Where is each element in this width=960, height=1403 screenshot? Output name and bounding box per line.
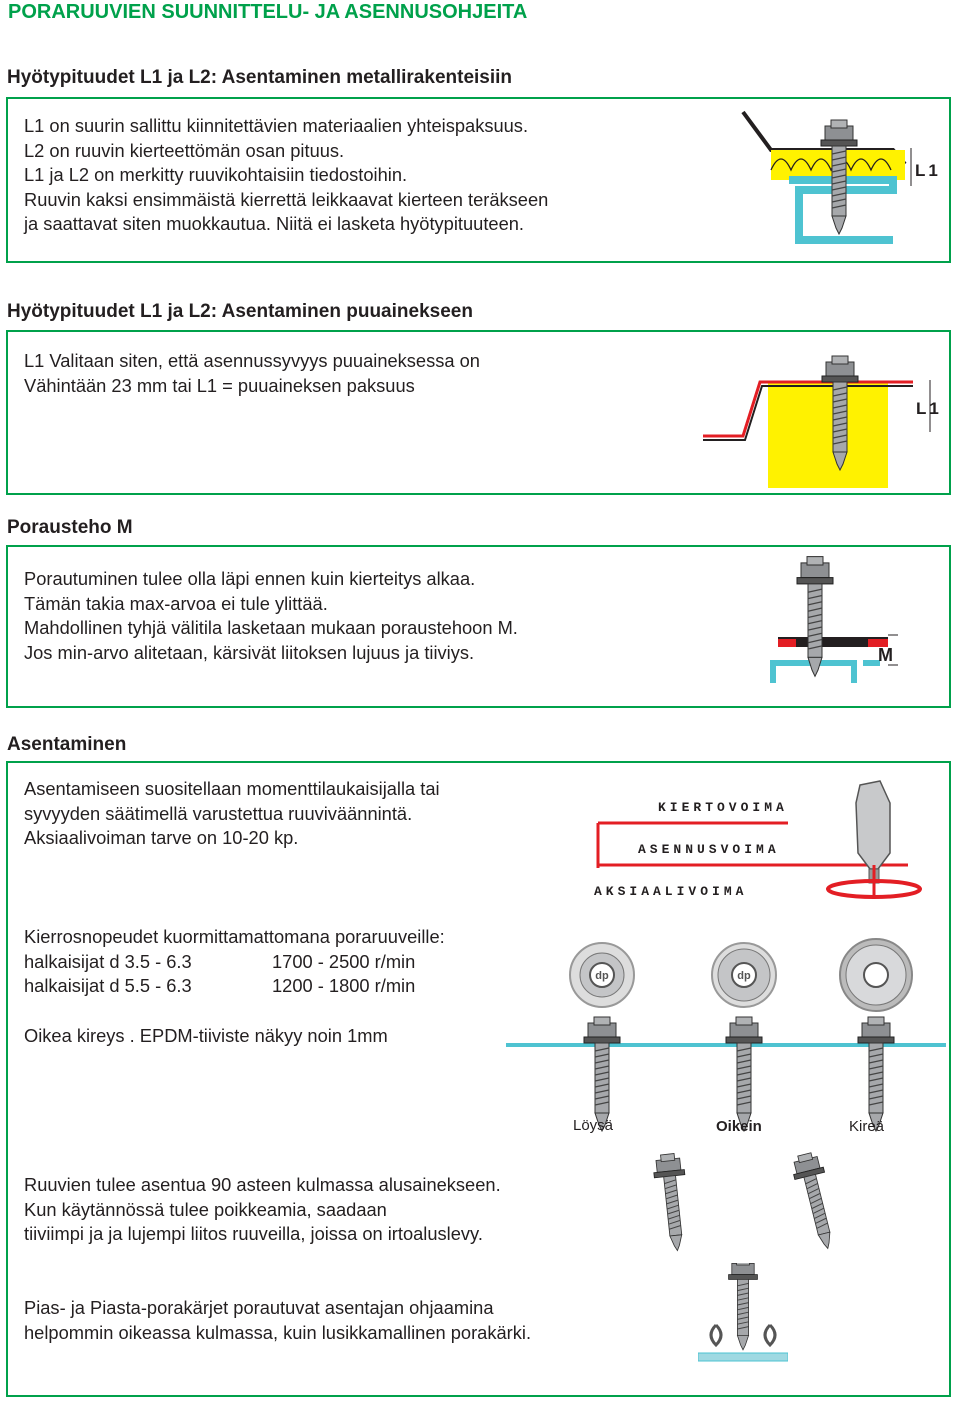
- text-line: ja saattavat siten muokkautua. Niitä ei lasketa hyötypituuteen.: [24, 213, 524, 235]
- loose-top-view: [570, 943, 634, 1007]
- text-line: L2 on ruuvin kierteettömän osan pituus.: [24, 139, 345, 161]
- text-line: Ruuvien tulee asentua 90 asteen kulmassa alusainekseen.: [24, 1174, 501, 1195]
- text-line: Tämän takia max-arvoa ei tule ylittää.: [24, 592, 328, 614]
- torque-label: KIERTOVOIMA: [658, 800, 788, 815]
- speeds-block: [24, 925, 445, 999]
- angle-diagram: [608, 1151, 868, 1261]
- install-force-label: ASENNUSVOIMA: [638, 842, 780, 857]
- section-title-drill-power: Porausteho M: [7, 517, 133, 538]
- speed-value: 1700 - 2500 r/min: [272, 950, 416, 972]
- angle-text: [24, 1173, 501, 1247]
- text-line: Jos min-arvo alitetaan, kärsivät liitoksen lujuus ja tiiviys.: [24, 641, 475, 663]
- m-label: M: [878, 645, 893, 665]
- speed-row: [24, 950, 445, 975]
- panel-installation: [6, 761, 951, 1397]
- text-line: Aksiaalivoiman tarve on 10-20 kp.: [24, 827, 299, 849]
- wood-text: [24, 349, 480, 398]
- logo-text: dp: [737, 970, 751, 982]
- text-line: Kun käytännössä tulee poikkeamia, saadaan: [24, 1198, 387, 1220]
- wood-screw-diagram: [698, 344, 943, 489]
- tightness-diagram: [506, 931, 946, 1141]
- text-line: Ruuvin kaksi ensimmäistä kierrettä leikkaavat kierteen teräkseen: [24, 188, 549, 210]
- installation-text: [24, 777, 440, 851]
- section-title-wood: Hyötypituudet L1 ja L2: Asentaminen puuainekseen: [7, 301, 473, 322]
- text-line: L1 Valitaan siten, että asennussyvyys puuaineksessa on: [24, 350, 480, 371]
- speed-value: 1200 - 1800 r/min: [272, 975, 416, 997]
- speed-label: halkaisijat d 3.5 - 6.3: [24, 950, 192, 972]
- text-line: helpommin oikeassa kulmassa, kuin lusikkamallinen porakärki.: [24, 1321, 532, 1343]
- loose-label: Löysä: [573, 1117, 614, 1134]
- text-line: Vähintään 23 mm tai L1 = puuaineksen paksuus: [24, 374, 415, 396]
- tight-top-view: [840, 939, 912, 1011]
- speed-row: [24, 974, 445, 999]
- logo-text: dp: [595, 970, 609, 982]
- text-line: L1 ja L2 on merkitty ruuvikohtaisiin tiedostoihin.: [24, 164, 408, 186]
- panel-drill-power: [6, 545, 951, 708]
- text-line: Porautuminen tulee olla läpi ennen kuin kierteitys alkaa.: [24, 568, 476, 589]
- section-title-metal: Hyötypituudet L1 ja L2: Asentaminen metallirakenteisiin: [7, 67, 513, 88]
- speeds-title: Kierrosnopeudet kuormittamattomana poraruuveille:: [24, 926, 445, 947]
- text-line: syvyyden säätimellä varustettua ruuviväännintä.: [24, 802, 413, 824]
- l1-label: L1: [916, 399, 942, 418]
- drill-power-text: [24, 567, 518, 665]
- right-label: Oikein: [716, 1118, 762, 1135]
- text-line: Pias- ja Piasta-porakärjet porautuvat asentajan ohjaamina: [24, 1297, 494, 1318]
- metal-screw-diagram: [733, 104, 948, 259]
- page-title: PORARUUVIEN SUUNNITTELU- JA ASENNUSOHJEITA: [8, 1, 528, 23]
- panel-metal: [6, 97, 951, 263]
- right-top-view: [712, 943, 776, 1007]
- text-line: Mahdollinen tyhjä välitila lasketaan mukaan poraustehoon M.: [24, 617, 518, 639]
- axial-force-label: AKSIAALIVOIMA: [594, 884, 748, 899]
- drill-point-diagram: [698, 1263, 788, 1391]
- speed-label: halkaisijat d 5.5 - 6.3: [24, 975, 192, 997]
- text-line: Asentamiseen suositellaan momenttilaukaisijalla tai: [24, 778, 440, 799]
- section-title-installation: Asentaminen: [7, 734, 127, 755]
- drill-power-diagram: [748, 555, 948, 705]
- panel-wood: [6, 330, 951, 495]
- tightness-note: Oikea kireys . EPDM-tiiviste näkyy noin 1mm: [24, 1025, 388, 1046]
- force-diagram: [578, 773, 948, 903]
- text-line: L1 on suurin sallittu kiinnitettävien materiaalien yhteispaksuus.: [24, 115, 529, 136]
- l1-label: L1: [915, 161, 941, 180]
- text-line: tiiviimpi ja ja lujempi liitos ruuveilla, joissa on irtoaluslevy.: [24, 1223, 483, 1245]
- drill-text: [24, 1296, 531, 1345]
- metal-text: [24, 114, 548, 237]
- tight-label: Kireä: [849, 1118, 885, 1135]
